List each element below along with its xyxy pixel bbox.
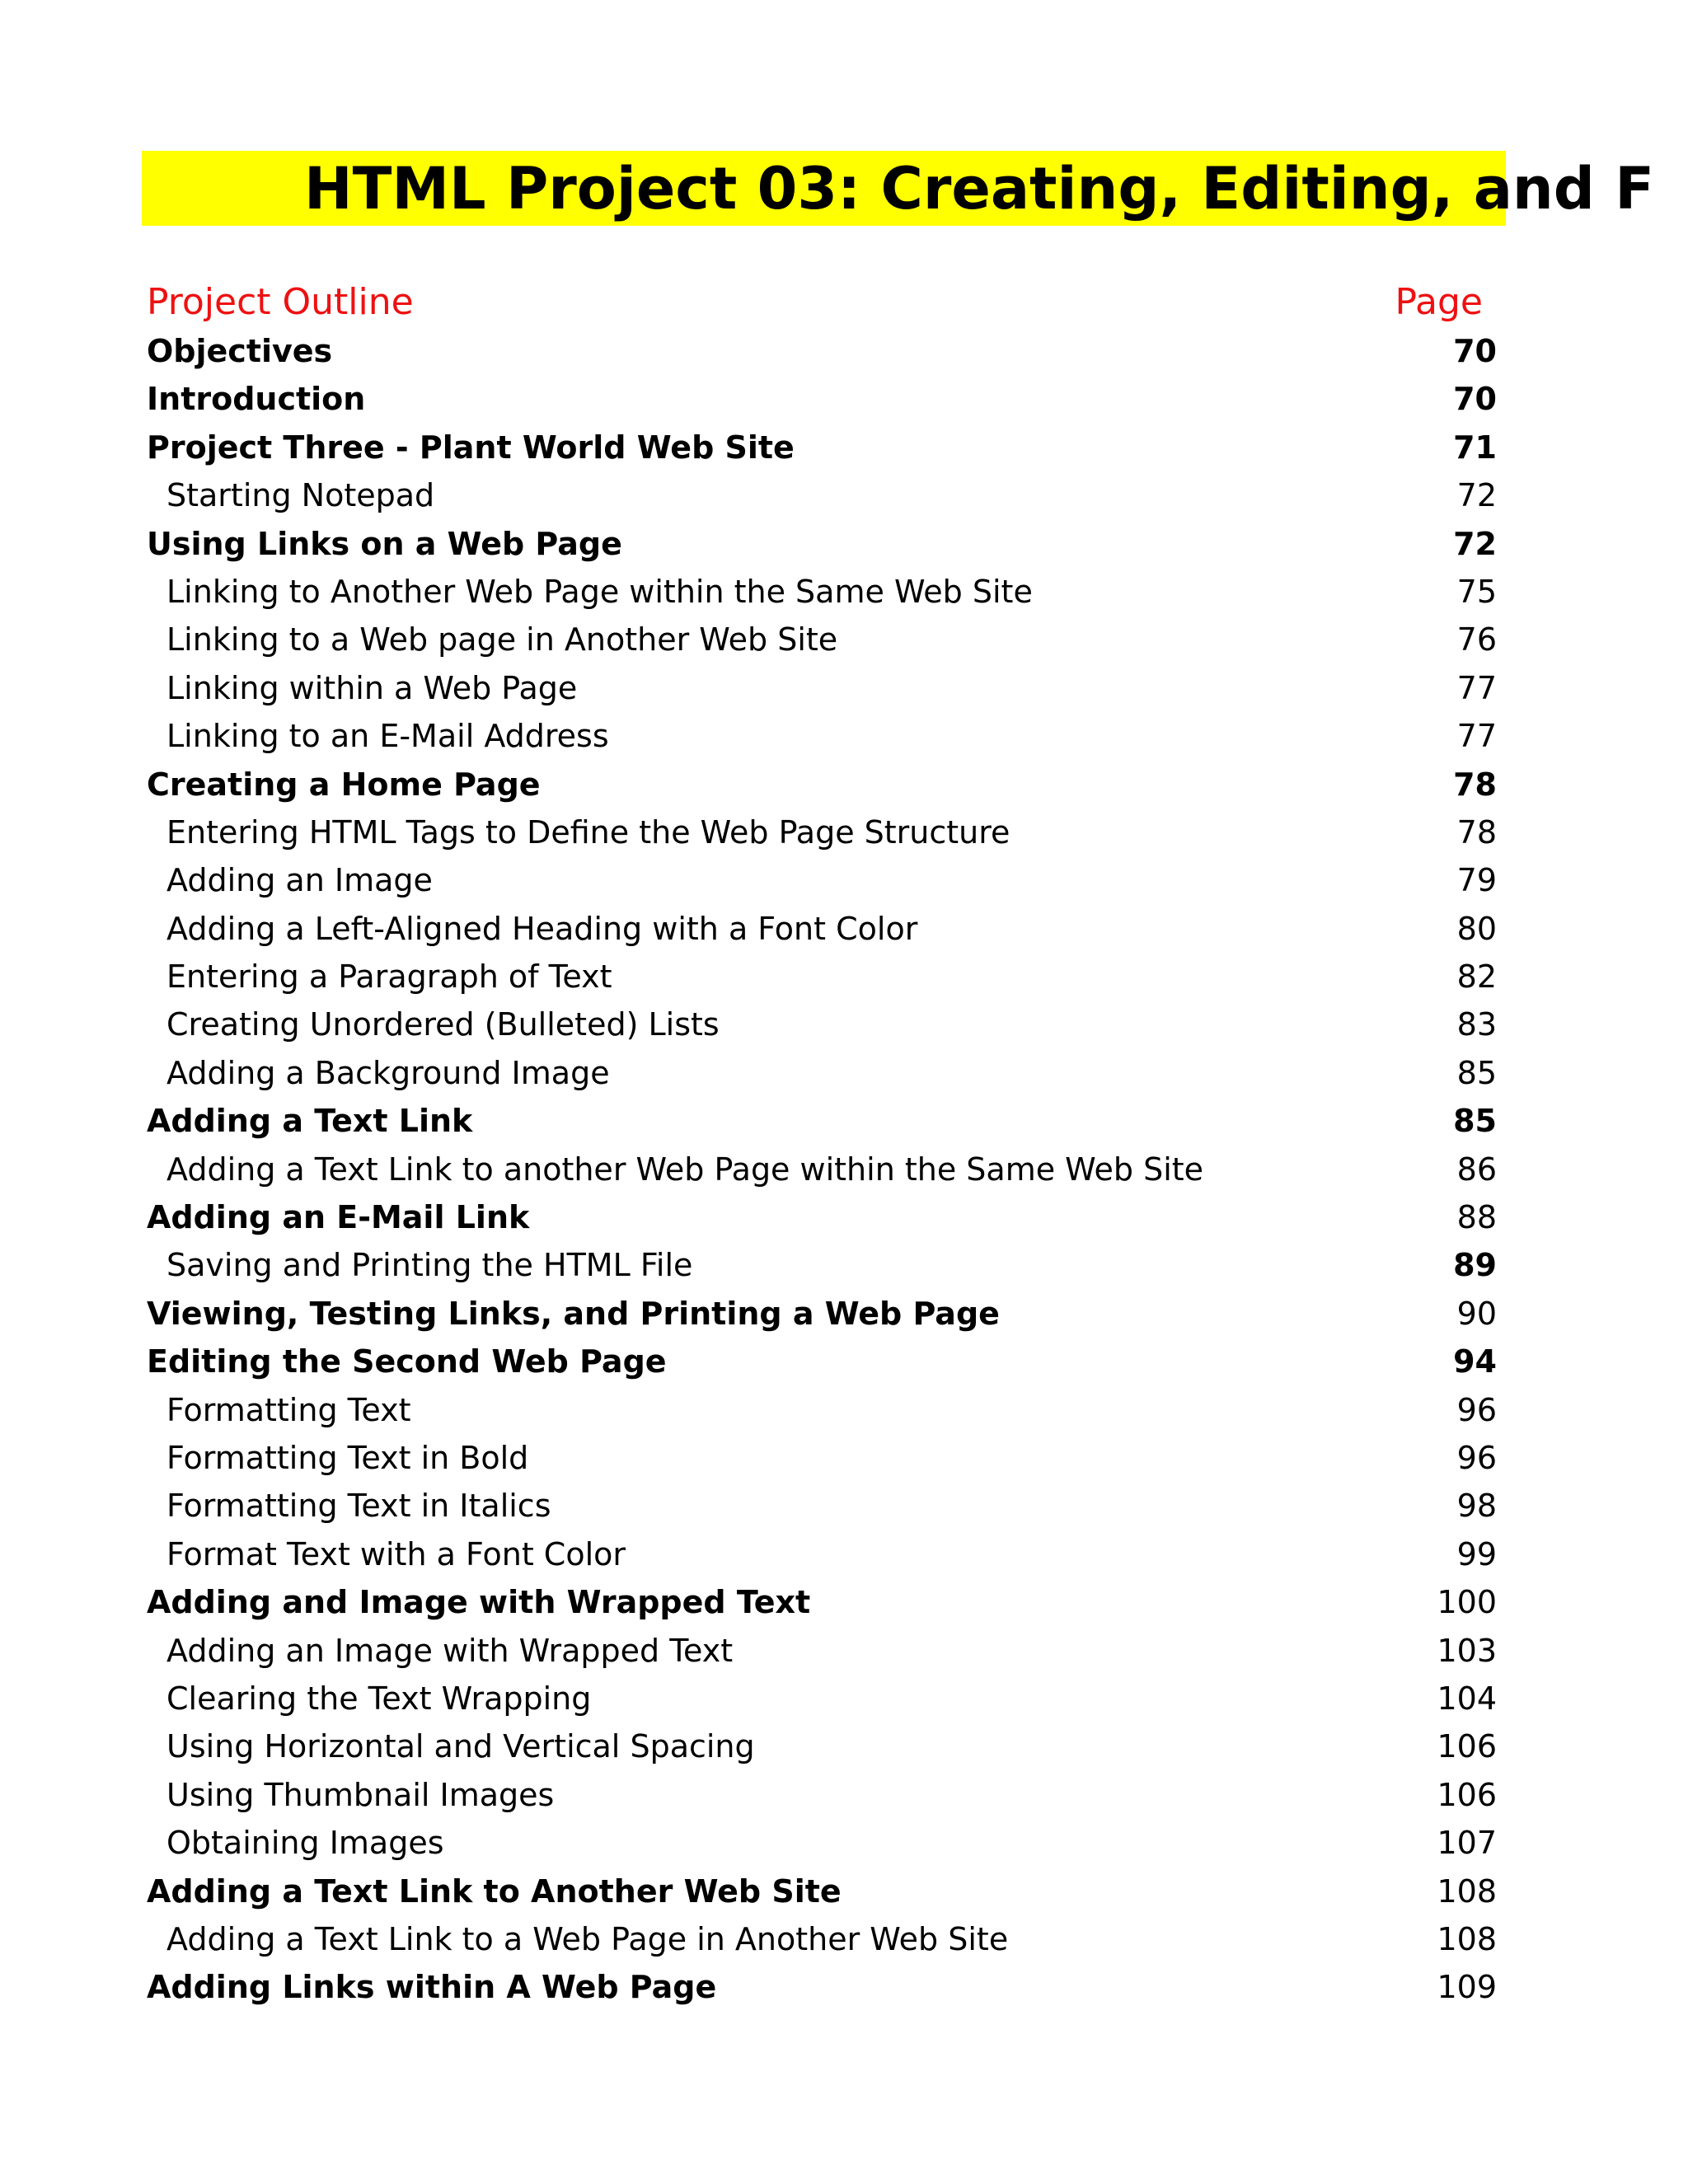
toc-page-number: 79 bbox=[1456, 862, 1497, 899]
toc-page-number: 85 bbox=[1453, 1103, 1497, 1140]
toc-page-number: 108 bbox=[1437, 1920, 1497, 1957]
toc-page-number: 103 bbox=[1437, 1632, 1497, 1669]
toc-page-number: 80 bbox=[1456, 910, 1497, 947]
toc-page-number: 78 bbox=[1453, 766, 1497, 803]
toc-subsection-row bbox=[147, 1146, 1497, 1193]
toc-subsection-row bbox=[147, 1675, 1497, 1722]
toc-entry-title: Entering a Paragraph of Text bbox=[166, 958, 612, 996]
toc-entry-title: Formatting Text bbox=[166, 1391, 411, 1428]
toc-page-number: 77 bbox=[1456, 669, 1497, 706]
toc-subsection-row bbox=[147, 905, 1497, 953]
toc-page-number: 78 bbox=[1456, 813, 1497, 851]
toc-page-number: 70 bbox=[1453, 381, 1497, 418]
outline-header bbox=[147, 279, 1483, 326]
toc-entry-title: Creating Unordered (Bulleted) Lists bbox=[166, 1006, 720, 1043]
toc-page-number: 106 bbox=[1437, 1776, 1497, 1813]
toc-entry-title: Obtaining Images bbox=[166, 1825, 444, 1862]
toc-entry-title: Starting Notepad bbox=[166, 477, 435, 514]
toc-subsection-row bbox=[147, 471, 1497, 519]
toc-subsection-row bbox=[147, 1049, 1497, 1097]
toc-section-row bbox=[147, 1097, 1497, 1145]
toc-page-number: 108 bbox=[1437, 1872, 1497, 1910]
toc-entry-title: Linking to an E-Mail Address bbox=[166, 718, 609, 755]
toc-subsection-row bbox=[147, 712, 1497, 760]
toc-subsection-row bbox=[147, 1482, 1497, 1530]
toc-page-number: 100 bbox=[1437, 1584, 1497, 1621]
toc-subsection-row bbox=[147, 1722, 1497, 1770]
toc-entry-title: Saving and Printing the HTML File bbox=[166, 1247, 693, 1284]
toc-section-row bbox=[147, 1868, 1497, 1915]
toc-page-number: 94 bbox=[1453, 1343, 1497, 1380]
toc-entry-title: Using Thumbnail Images bbox=[166, 1776, 555, 1813]
toc-subsection-row bbox=[147, 664, 1497, 712]
toc-page-number: 109 bbox=[1437, 1969, 1497, 2006]
toc-entry-title: Objectives bbox=[147, 333, 333, 369]
toc-subsection-row bbox=[147, 1386, 1497, 1434]
toc-page-number: 71 bbox=[1453, 429, 1497, 466]
toc-page-number: 99 bbox=[1456, 1535, 1497, 1572]
toc-subsection-row bbox=[147, 1530, 1497, 1578]
toc-entry-title: Linking to a Web page in Another Web Site bbox=[166, 621, 838, 658]
toc-page-number: 70 bbox=[1453, 333, 1497, 369]
toc-section-row bbox=[147, 520, 1497, 568]
table-of-contents bbox=[147, 327, 1497, 2012]
toc-subsection-row bbox=[147, 808, 1497, 856]
toc-entry-title: Adding a Text Link to another Web Page within the Same Web Site bbox=[166, 1151, 1204, 1188]
toc-subsection-row bbox=[147, 953, 1497, 1001]
page-title: HTML Project 03: Creating, Editing, and F bbox=[304, 155, 1655, 223]
toc-page-number: 104 bbox=[1437, 1680, 1497, 1717]
toc-entry-title: Adding a Text Link bbox=[147, 1103, 473, 1140]
toc-page-number: 75 bbox=[1456, 573, 1497, 610]
toc-section-row bbox=[147, 1338, 1497, 1385]
toc-page-number: 107 bbox=[1437, 1825, 1497, 1862]
toc-page-number: 82 bbox=[1456, 958, 1497, 996]
toc-page-number: 86 bbox=[1456, 1151, 1497, 1188]
toc-page-number: 76 bbox=[1456, 621, 1497, 658]
toc-entry-title: Project Three - Plant World Web Site bbox=[147, 429, 795, 466]
toc-subsection-row bbox=[147, 1771, 1497, 1819]
toc-section-row bbox=[147, 1578, 1497, 1626]
toc-entry-title: Editing the Second Web Page bbox=[147, 1343, 667, 1380]
toc-page-number: 98 bbox=[1456, 1488, 1497, 1525]
toc-section-row bbox=[147, 1193, 1497, 1241]
toc-entry-title: Adding a Background Image bbox=[166, 1054, 610, 1091]
toc-page-number: 106 bbox=[1437, 1728, 1497, 1765]
toc-entry-title: Clearing the Text Wrapping bbox=[166, 1680, 592, 1717]
page-column-heading: Page bbox=[1395, 281, 1483, 323]
toc-section-row bbox=[147, 761, 1497, 808]
toc-subsection-row bbox=[147, 1819, 1497, 1867]
toc-section-row bbox=[147, 1963, 1497, 2011]
toc-page-number: 90 bbox=[1456, 1295, 1497, 1332]
toc-entry-title: Format Text with a Font Color bbox=[166, 1535, 626, 1572]
toc-subsection-row bbox=[147, 568, 1497, 616]
toc-entry-title: Adding Links within A Web Page bbox=[147, 1969, 717, 2006]
toc-page-number: 85 bbox=[1456, 1054, 1497, 1091]
toc-entry-title: Linking within a Web Page bbox=[166, 669, 578, 706]
toc-page-number: 72 bbox=[1453, 525, 1497, 562]
toc-entry-title: Using Horizontal and Vertical Spacing bbox=[166, 1728, 755, 1765]
toc-page-number: 83 bbox=[1456, 1006, 1497, 1043]
toc-entry-title: Adding an E-Mail Link bbox=[147, 1199, 530, 1236]
toc-entry-title: Creating a Home Page bbox=[147, 766, 541, 803]
toc-subsection-row bbox=[147, 1915, 1497, 1963]
outline-heading: Project Outline bbox=[147, 281, 414, 323]
toc-section-row bbox=[147, 375, 1497, 423]
toc-subsection-row bbox=[147, 1001, 1497, 1048]
toc-entry-title: Adding a Left-Aligned Heading with a Font Color bbox=[166, 910, 918, 947]
toc-section-row bbox=[147, 1290, 1497, 1338]
toc-entry-title: Adding an Image with Wrapped Text bbox=[166, 1632, 734, 1669]
toc-page-number: 72 bbox=[1456, 477, 1497, 514]
toc-entry-title: Adding a Text Link to Another Web Site bbox=[147, 1872, 842, 1910]
toc-entry-title: Entering HTML Tags to Define the Web Page Structure bbox=[166, 813, 1010, 851]
toc-subsection-row bbox=[147, 616, 1497, 663]
toc-subsection-row bbox=[147, 1434, 1497, 1482]
toc-entry-title: Adding a Text Link to a Web Page in Another Web Site bbox=[166, 1920, 1009, 1957]
toc-section-row bbox=[147, 327, 1497, 375]
toc-page-number: 88 bbox=[1456, 1199, 1497, 1236]
toc-entry-title: Introduction bbox=[147, 381, 366, 418]
toc-entry-title: Linking to Another Web Page within the Same Web Site bbox=[166, 573, 1033, 610]
toc-entry-title: Adding an Image bbox=[166, 862, 433, 899]
toc-entry-title: Formatting Text in Italics bbox=[166, 1488, 551, 1525]
title-banner bbox=[142, 151, 1655, 226]
toc-entry-title: Formatting Text in Bold bbox=[166, 1439, 529, 1476]
toc-page-number: 96 bbox=[1456, 1391, 1497, 1428]
toc-subsection-row bbox=[147, 1627, 1497, 1675]
toc-entry-title: Adding and Image with Wrapped Text bbox=[147, 1584, 811, 1621]
toc-page-number: 96 bbox=[1456, 1439, 1497, 1476]
toc-entry-title: Viewing, Testing Links, and Printing a Web Page bbox=[147, 1295, 1000, 1332]
toc-page-number: 77 bbox=[1456, 718, 1497, 755]
toc-subsection-row bbox=[147, 1241, 1497, 1289]
toc-subsection-row bbox=[147, 856, 1497, 904]
toc-entry-title: Using Links on a Web Page bbox=[147, 525, 622, 562]
toc-page-number: 89 bbox=[1453, 1247, 1497, 1284]
toc-section-row bbox=[147, 424, 1497, 471]
